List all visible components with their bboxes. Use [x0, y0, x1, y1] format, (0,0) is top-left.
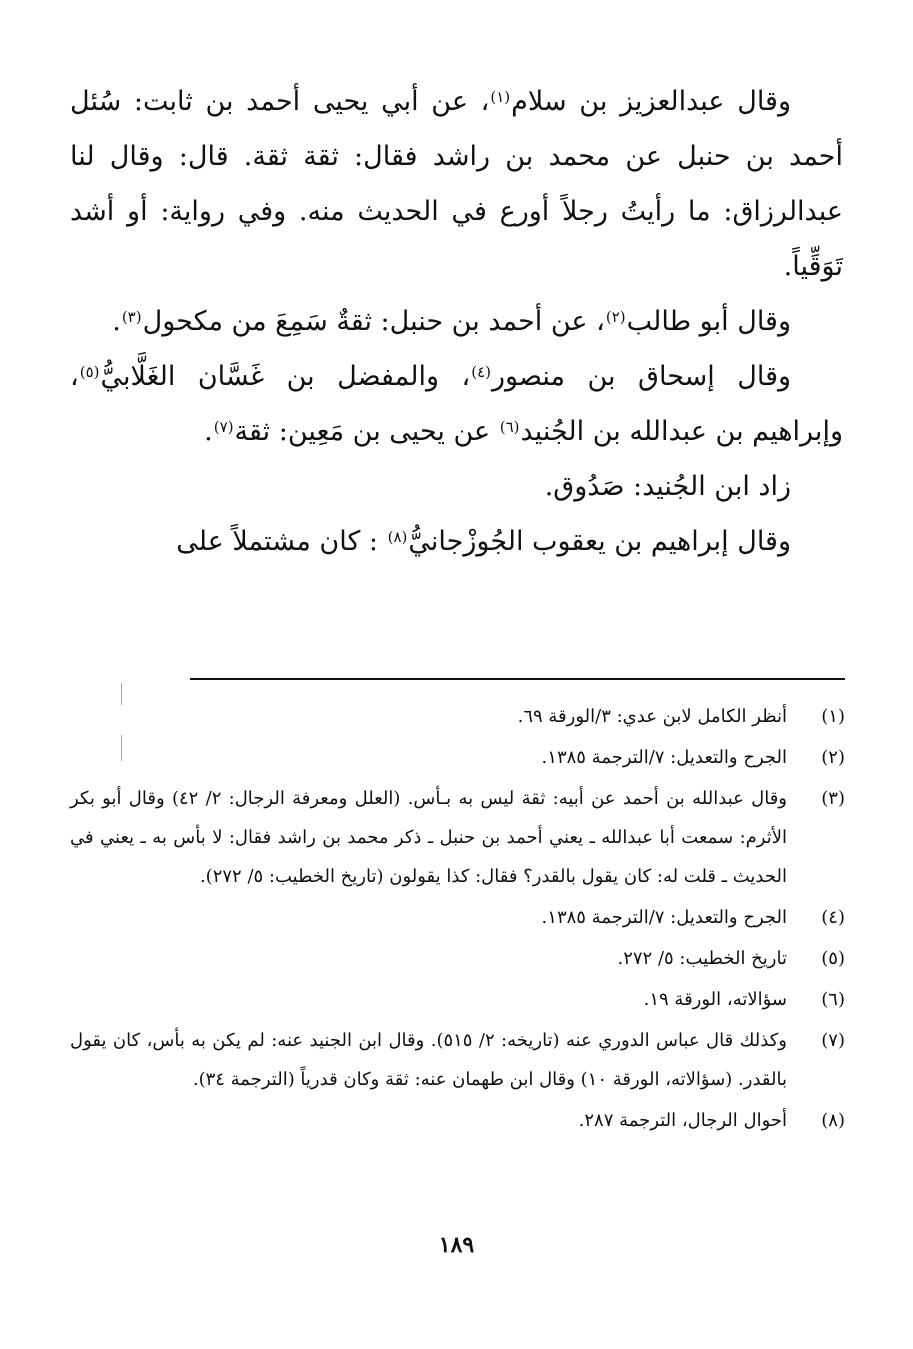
footnote-3	[70, 779, 845, 896]
page-number: ١٨٩	[438, 1232, 475, 1258]
text-run: وقال إبراهيم بن يعقوب الجُوزْجانيُّ	[408, 526, 791, 557]
footnote-number: (٧)	[821, 1030, 845, 1051]
footnote-number: (٤)	[821, 907, 845, 928]
text-run: وقال أبو طالب	[626, 306, 791, 337]
paragraph-2	[70, 294, 843, 349]
text-run: ، عن أحمد بن حنبل: ثقةٌ سَمِعَ من مكحول	[142, 306, 605, 337]
footnote-ref-1[interactable]: (١)	[490, 88, 511, 106]
footnote-4	[70, 898, 845, 937]
paragraph-5	[70, 514, 843, 569]
footnote-separator	[190, 678, 845, 680]
footnote-5	[70, 939, 845, 978]
footnote-ref-2[interactable]: (٢)	[605, 308, 626, 326]
footnote-number: (٢)	[821, 747, 845, 768]
footnote-6	[70, 980, 845, 1019]
footnote-ref-7[interactable]: (٧)	[213, 418, 234, 436]
footnote-text: أحوال الرجال، الترجمة ٢٨٧.	[578, 1110, 787, 1131]
text-run: وقال عبدالعزيز بن سلام	[511, 86, 791, 117]
paragraph-4: زاد ابن الجُنيد: صَدُوق.	[544, 471, 791, 502]
footnote-ref-6[interactable]: (٦)	[499, 418, 520, 436]
text-run: .	[112, 306, 121, 337]
footnote-1	[70, 697, 845, 736]
footnote-ref-8[interactable]: (٨)	[387, 528, 408, 546]
footnote-number: (٥)	[821, 948, 845, 969]
footnote-text: أنظر الكامل لابن عدي: ٣/الورقة ٦٩.	[517, 706, 787, 727]
paragraph-3	[70, 349, 843, 459]
text-run: ، وإبراهيم بن عبدالله بن الجُنيد	[70, 361, 843, 447]
footnote-ref-5[interactable]: (٥)	[79, 363, 100, 381]
footnote-text: الجرح والتعديل: ٧/الترجمة ١٣٨٥.	[541, 747, 787, 768]
footnote-ref-4[interactable]: (٤)	[471, 363, 491, 381]
footnote-text: تاريخ الخطيب: ٥/ ٢٧٢.	[617, 948, 787, 969]
footnote-number: (٦)	[821, 989, 845, 1010]
footnote-number: (٣)	[821, 788, 845, 809]
footnote-number: (١)	[821, 706, 845, 727]
paragraph-1	[70, 74, 843, 294]
footnote-text: وقال عبدالله بن أحمد عن أبيه: ثقة ليس به بـأس. (العلل ومعرفة الرجال: ٢/ ٤٢) وقال أبو بكر الأثرم: سمعت أبا عبدالله ـ يعني أحمد بن حنبل ـ ذكر محمد بن راشد فقال: لا بأس به ـ يعني في الحديث ـ قلت له: كان يقول بالقدر؟ فقال: كذا يقولون (تاريخ الخطيب: ٥/ ٢٧٢).	[70, 788, 787, 887]
footnote-text: وكذلك قال عباس الدوري عنه (تاريخه: ٢/ ٥١٥). وقال ابن الجنيد عنه: لم يكن به بأس، كان يقول بالقدر. (سؤالاته، الورقة ١٠) وقال ابن طهمان عنه: ثقة وكان قدرياً (الترجمة ٣٤).	[70, 1030, 787, 1090]
footnote-text: سؤالاته، الورقة ١٩.	[643, 989, 787, 1010]
text-run: ، والمفضل بن غَسَّان الغَلَّابيُّ	[100, 361, 471, 392]
footnote-8	[70, 1101, 845, 1140]
text-run: : كان مشتملاً على	[176, 526, 387, 557]
footnotes	[70, 697, 845, 1142]
text-run: عن يحيى بن مَعِين: ثقة	[234, 416, 499, 447]
text-run: .	[204, 416, 213, 447]
text-run: ، عن أبي يحيى أحمد بن ثابت: سُئل أحمد بن حنبل عن محمد بن راشد فقال: ثقة ثقة. قال: وقال لنا عبدالرزاق: ما رأيتُ رجلاً أورع في الحديث منه. وفي رواية: أو أشد تَوَقِّياً.	[70, 86, 843, 282]
footnote-number: (٨)	[821, 1110, 845, 1131]
footnote-2	[70, 738, 845, 777]
footnote-text: الجرح والتعديل: ٧/الترجمة ١٣٨٥.	[541, 907, 787, 928]
footnote-7	[70, 1021, 845, 1099]
main-text	[70, 74, 843, 569]
text-run: وقال إسحاق بن منصور	[492, 361, 792, 392]
footnote-ref-3[interactable]: (٣)	[121, 308, 142, 326]
